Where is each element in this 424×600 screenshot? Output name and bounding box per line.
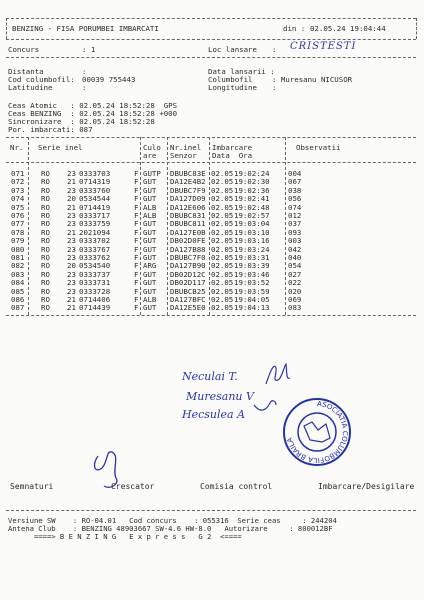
row-country: RO [41, 295, 50, 304]
footer-top-line [6, 510, 416, 511]
row-ring-number: 0333737 [79, 269, 111, 279]
row-nr: 086 [11, 295, 25, 304]
row-year: 23 [67, 244, 76, 254]
row-sensor: DBUBC811 [170, 219, 206, 229]
row-country: RO [41, 303, 50, 313]
columbofil-label: Columbofil [208, 75, 253, 84]
row-color: GUT [143, 227, 157, 237]
header-nr: Nr. [10, 143, 24, 152]
row-year: 23 [67, 253, 76, 262]
row-nr: 080 [11, 244, 25, 254]
row-sex: F [134, 269, 139, 279]
version-line-1: Versiune SW : RO-04.01 Cod concurs : 055316 Serie ceas : 244204 [8, 516, 337, 525]
row-year: 23 [67, 236, 76, 246]
row-year: 23 [67, 185, 76, 195]
row-sensor: DA127BFC [170, 295, 206, 304]
row-observatii: 056 [288, 194, 302, 204]
version-line-3: ====> B E N Z I N G E x p r e s s G 2 <==== [8, 532, 242, 541]
signature-1: Neculai T. [182, 370, 238, 383]
row-country: RO [41, 211, 50, 220]
row-nr: 084 [11, 278, 25, 288]
row-time: 19:03:24 [234, 244, 270, 254]
row-nr: 082 [11, 261, 25, 271]
row-ring-number: 0333703 [79, 169, 111, 178]
row-year: 23 [67, 169, 76, 178]
row-color: ARG [143, 261, 157, 271]
row-observatii: 012 [288, 211, 302, 220]
row-time: 19:02:36 [234, 185, 270, 195]
row-observatii: 022 [288, 278, 302, 288]
distanta-value: : [82, 67, 87, 76]
row-year: 21 [67, 177, 76, 187]
row-year: 21 [67, 295, 76, 304]
row-ring-number: 0333702 [79, 236, 111, 246]
header-left-border [6, 18, 7, 39]
row-sensor: DBUBC7F9 [170, 185, 206, 195]
row-sex: F [134, 227, 139, 237]
row-observatii: 069 [288, 295, 302, 304]
row-color: GUT [143, 244, 157, 254]
row-time: 19:02:30 [234, 177, 270, 187]
row-observatii: 020 [288, 286, 302, 296]
row-color: ALB [143, 202, 157, 212]
row-sex: F [134, 202, 139, 212]
ceas-benzing: Ceas BENZING : 02.05.24 18:52:28 +000 [8, 109, 178, 118]
row-year: 23 [67, 278, 76, 288]
row-color: GUT [143, 177, 157, 187]
stamp-text: ASOCIATIA COLUMBOFILA BRAILA [285, 399, 350, 465]
header-culoare-1: Culo [143, 143, 161, 152]
association-stamp [282, 396, 352, 470]
row-observatii: 004 [288, 169, 302, 178]
row-nr: 083 [11, 269, 25, 279]
row-date: 02.05 [211, 211, 234, 220]
row-sensor: DA127D09 [170, 194, 206, 204]
cod-columbofil-value: 00039 755443 [82, 75, 136, 84]
row-date: 02.05 [211, 286, 234, 296]
signature-mark-1 [262, 360, 292, 388]
row-date: 02.05 [211, 253, 234, 262]
row-sex: F [134, 244, 139, 254]
row-time: 19:03:46 [234, 269, 270, 279]
row-date: 02.05 [211, 244, 234, 254]
row-ring-number: 0534540 [79, 261, 111, 271]
document-date: 02.05.24 19:04:44 [310, 24, 386, 33]
row-year: 21 [67, 303, 76, 313]
row-date: 02.05 [211, 219, 234, 229]
row-date: 02.05 [211, 169, 234, 178]
row-sensor: DA127B90 [170, 261, 206, 271]
row-date: 02.05 [211, 303, 234, 313]
row-time: 19:02:57 [234, 211, 270, 220]
row-color: GUT [143, 185, 157, 195]
row-year: 21 [67, 202, 76, 212]
row-nr: 079 [11, 236, 25, 246]
row-nr: 071 [11, 169, 25, 178]
longitudine-value: : [272, 83, 277, 92]
col-sep-2 [140, 137, 141, 315]
row-color: ALB [143, 295, 157, 304]
row-date: 02.05 [211, 202, 234, 212]
row-time: 19:02:48 [234, 202, 270, 212]
document-title: BENZING - FISA PORUMBEI IMBARCATI [12, 24, 159, 33]
row-color: GUT [143, 269, 157, 279]
comisia-control-label: Comisia control [200, 482, 273, 491]
ceas-atomic: Ceas Atomic : 02.05.24 18:52:28 GPS [8, 101, 178, 110]
row-time: 19:02:24 [234, 169, 270, 178]
col-sep-4 [209, 137, 210, 315]
row-date: 02.05 [211, 278, 234, 288]
row-observatii: 038 [288, 185, 302, 195]
row-ring-number: 0714419 [79, 202, 111, 212]
row-color: GUT [143, 194, 157, 204]
row-observatii: 054 [288, 261, 302, 271]
row-sensor: DA12E4B2 [170, 177, 206, 187]
row-sensor: DB02D12C [170, 269, 206, 279]
row-year: 23 [67, 219, 76, 229]
row-ring-number: 0333767 [79, 244, 111, 254]
row-year: 20 [67, 194, 76, 204]
row-year: 21 [67, 227, 76, 237]
row-observatii: 027 [288, 269, 302, 279]
data-lansarii-label: Data lansarii : [208, 67, 275, 76]
row-time: 19:03:04 [234, 219, 270, 229]
row-date: 02.05 [211, 295, 234, 304]
row-country: RO [41, 261, 50, 271]
row-date: 02.05 [211, 227, 234, 237]
col-sep-3 [167, 137, 168, 315]
row-ring-number: 0714439 [79, 303, 111, 313]
row-nr: 075 [11, 202, 25, 212]
signature-2: Muresanu V [186, 390, 254, 403]
row-color: GUT [143, 253, 157, 262]
row-ring-number: 0333759 [79, 219, 111, 229]
row-sensor: DA12E5E0 [170, 303, 206, 313]
row-country: RO [41, 185, 50, 195]
row-nr: 078 [11, 227, 25, 237]
row-sex: F [134, 177, 139, 187]
row-sex: F [134, 169, 139, 178]
row-sensor: DBUBC7F0 [170, 253, 206, 262]
semnaturi-label: Semnaturi [10, 482, 54, 491]
row-country: RO [41, 219, 50, 229]
col-sep-1 [28, 137, 29, 315]
row-date: 02.05 [211, 185, 234, 195]
row-year: 23 [67, 269, 76, 279]
row-sex: F [134, 211, 139, 220]
row-time: 19:03:59 [234, 286, 270, 296]
row-ring-number: 0534544 [79, 194, 111, 204]
header-serie-inel: Serie inel [38, 143, 83, 152]
row-time: 19:04:05 [234, 295, 270, 304]
row-nr: 072 [11, 177, 25, 187]
row-year: 23 [67, 286, 76, 296]
row-ring-number: 0333728 [79, 286, 111, 296]
document-date-label: din : [283, 24, 306, 33]
loc-lansare-label: Loc lansare [208, 45, 257, 54]
col-sep-5 [285, 137, 286, 315]
row-year: 20 [67, 261, 76, 271]
row-color: GUT [143, 236, 157, 246]
row-sensor: DB02D0FE [170, 236, 206, 246]
header-nr-inel: Nr.inel [170, 143, 202, 152]
crescator-label: Crescator [111, 482, 155, 491]
cod-columbofil-label: Cod columbofil: [8, 75, 75, 84]
row-country: RO [41, 269, 50, 279]
row-time: 19:04:13 [234, 303, 270, 313]
columbofil-value: : Muresanu NICUSOR [272, 75, 353, 84]
header-culoare-2: are [143, 151, 157, 160]
porumbei-imbarcati: Por. imbarcati: 087 [8, 125, 93, 134]
row-ring-number: 0333717 [79, 211, 111, 220]
row-country: RO [41, 286, 50, 296]
row-color: GUT [143, 219, 157, 229]
row-time: 19:03:39 [234, 261, 270, 271]
row-observatii: 042 [288, 244, 302, 254]
row-sensor: DA12E606 [170, 202, 206, 212]
row-nr: 073 [11, 185, 25, 195]
row-color: GUT [143, 278, 157, 288]
latitudine-value: : [82, 83, 87, 92]
row-time: 19:03:10 [234, 227, 270, 237]
row-time: 19:02:41 [234, 194, 270, 204]
imbarcare-desigilare-label: Imbarcare/Desigilare [318, 482, 415, 491]
row-nr: 077 [11, 219, 25, 229]
row-ring-number: 0714406 [79, 295, 111, 304]
row-sex: F [134, 278, 139, 288]
signature-3: Hecsulea A [182, 408, 246, 421]
row-observatii: 040 [288, 253, 302, 262]
row-ring-number: 0333731 [79, 278, 111, 288]
row-ring-number: 2021094 [79, 227, 111, 237]
row-nr: 076 [11, 211, 25, 220]
distanta-label: Distanta [8, 67, 44, 76]
row-color: ALB [143, 211, 157, 220]
row-color: GUTP [143, 169, 161, 178]
table-header-line [6, 162, 416, 163]
row-ring-number: 0333760 [79, 185, 111, 195]
row-date: 02.05 [211, 269, 234, 279]
header-senzor: Senzor [170, 151, 197, 160]
row-observatii: 074 [288, 202, 302, 212]
row-ring-number: 0333762 [79, 253, 111, 262]
loc-lansare-colon: : [272, 45, 277, 54]
row-country: RO [41, 177, 50, 187]
row-sex: F [134, 236, 139, 246]
row-nr: 081 [11, 253, 25, 262]
loc-lansare-value: CRISTESTI [290, 41, 357, 52]
row-sensor: DBUBC83E [170, 169, 206, 178]
row-ring-number: 0714319 [79, 177, 111, 187]
row-time: 19:03:16 [234, 236, 270, 246]
header-right-border [416, 18, 417, 39]
row-observatii: 093 [288, 227, 302, 237]
row-country: RO [41, 194, 50, 204]
row-sex: F [134, 185, 139, 195]
row-sex: F [134, 253, 139, 262]
longitudine-label: Longitudine [208, 83, 257, 92]
row-color: GUT [143, 286, 157, 296]
row-time: 19:03:52 [234, 278, 270, 288]
row-sex: F [134, 194, 139, 204]
row-date: 02.05 [211, 261, 234, 271]
row-date: 02.05 [211, 177, 234, 187]
row-date: 02.05 [211, 194, 234, 204]
row-sensor: DB02D117 [170, 278, 206, 288]
concurs-value: : 1 [82, 45, 96, 54]
svg-text:ASOCIATIA COLUMBOFILA BRAILA [286, 400, 349, 464]
row-country: RO [41, 244, 50, 254]
row-observatii: 067 [288, 177, 302, 187]
row-sensor: DA127B88 [170, 244, 206, 254]
header-bottom-line [6, 39, 416, 40]
header-imbarcare: Imbarcare [212, 143, 253, 152]
row-country: RO [41, 253, 50, 262]
row-sensor: DBUBC831 [170, 211, 206, 220]
row-observatii: 003 [288, 236, 302, 246]
row-country: RO [41, 169, 50, 178]
row-sensor: DBUBCB25 [170, 286, 206, 296]
row-color: GUT [143, 303, 157, 313]
header-top-line [6, 18, 416, 19]
row-country: RO [41, 202, 50, 212]
row-nr: 074 [11, 194, 25, 204]
row-time: 19:03:31 [234, 253, 270, 262]
row-sex: F [134, 295, 139, 304]
row-country: RO [41, 278, 50, 288]
row-date: 02.05 [211, 236, 234, 246]
header-data-ora: Data Ora [212, 151, 253, 160]
row-sex: F [134, 303, 139, 313]
table-top-line [6, 137, 416, 138]
row-sensor: DA127E0B [170, 227, 206, 237]
row-observatii: 083 [288, 303, 302, 313]
concurs-label: Concurs [8, 45, 40, 54]
row-country: RO [41, 227, 50, 237]
row-nr: 087 [11, 303, 25, 313]
row-observatii: 037 [288, 219, 302, 229]
row-sex: F [134, 219, 139, 229]
sincronizare: Sincronizare : 02.05.24 18:52:28 [8, 117, 155, 126]
row-sex: F [134, 286, 139, 296]
table-bottom-line [6, 315, 416, 316]
info-divider [6, 57, 416, 58]
row-country: RO [41, 236, 50, 246]
latitudine-label: Latitudine [8, 83, 53, 92]
header-observatii: Observatii [296, 143, 341, 152]
row-sex: F [134, 261, 139, 271]
signature-mark-2 [252, 395, 278, 415]
version-line-2: Antena Club : BENZING 48903667 SW-4.6 HW-8.0 Autorizare : 800012BF [8, 524, 333, 533]
row-year: 23 [67, 211, 76, 220]
row-nr: 085 [11, 286, 25, 296]
